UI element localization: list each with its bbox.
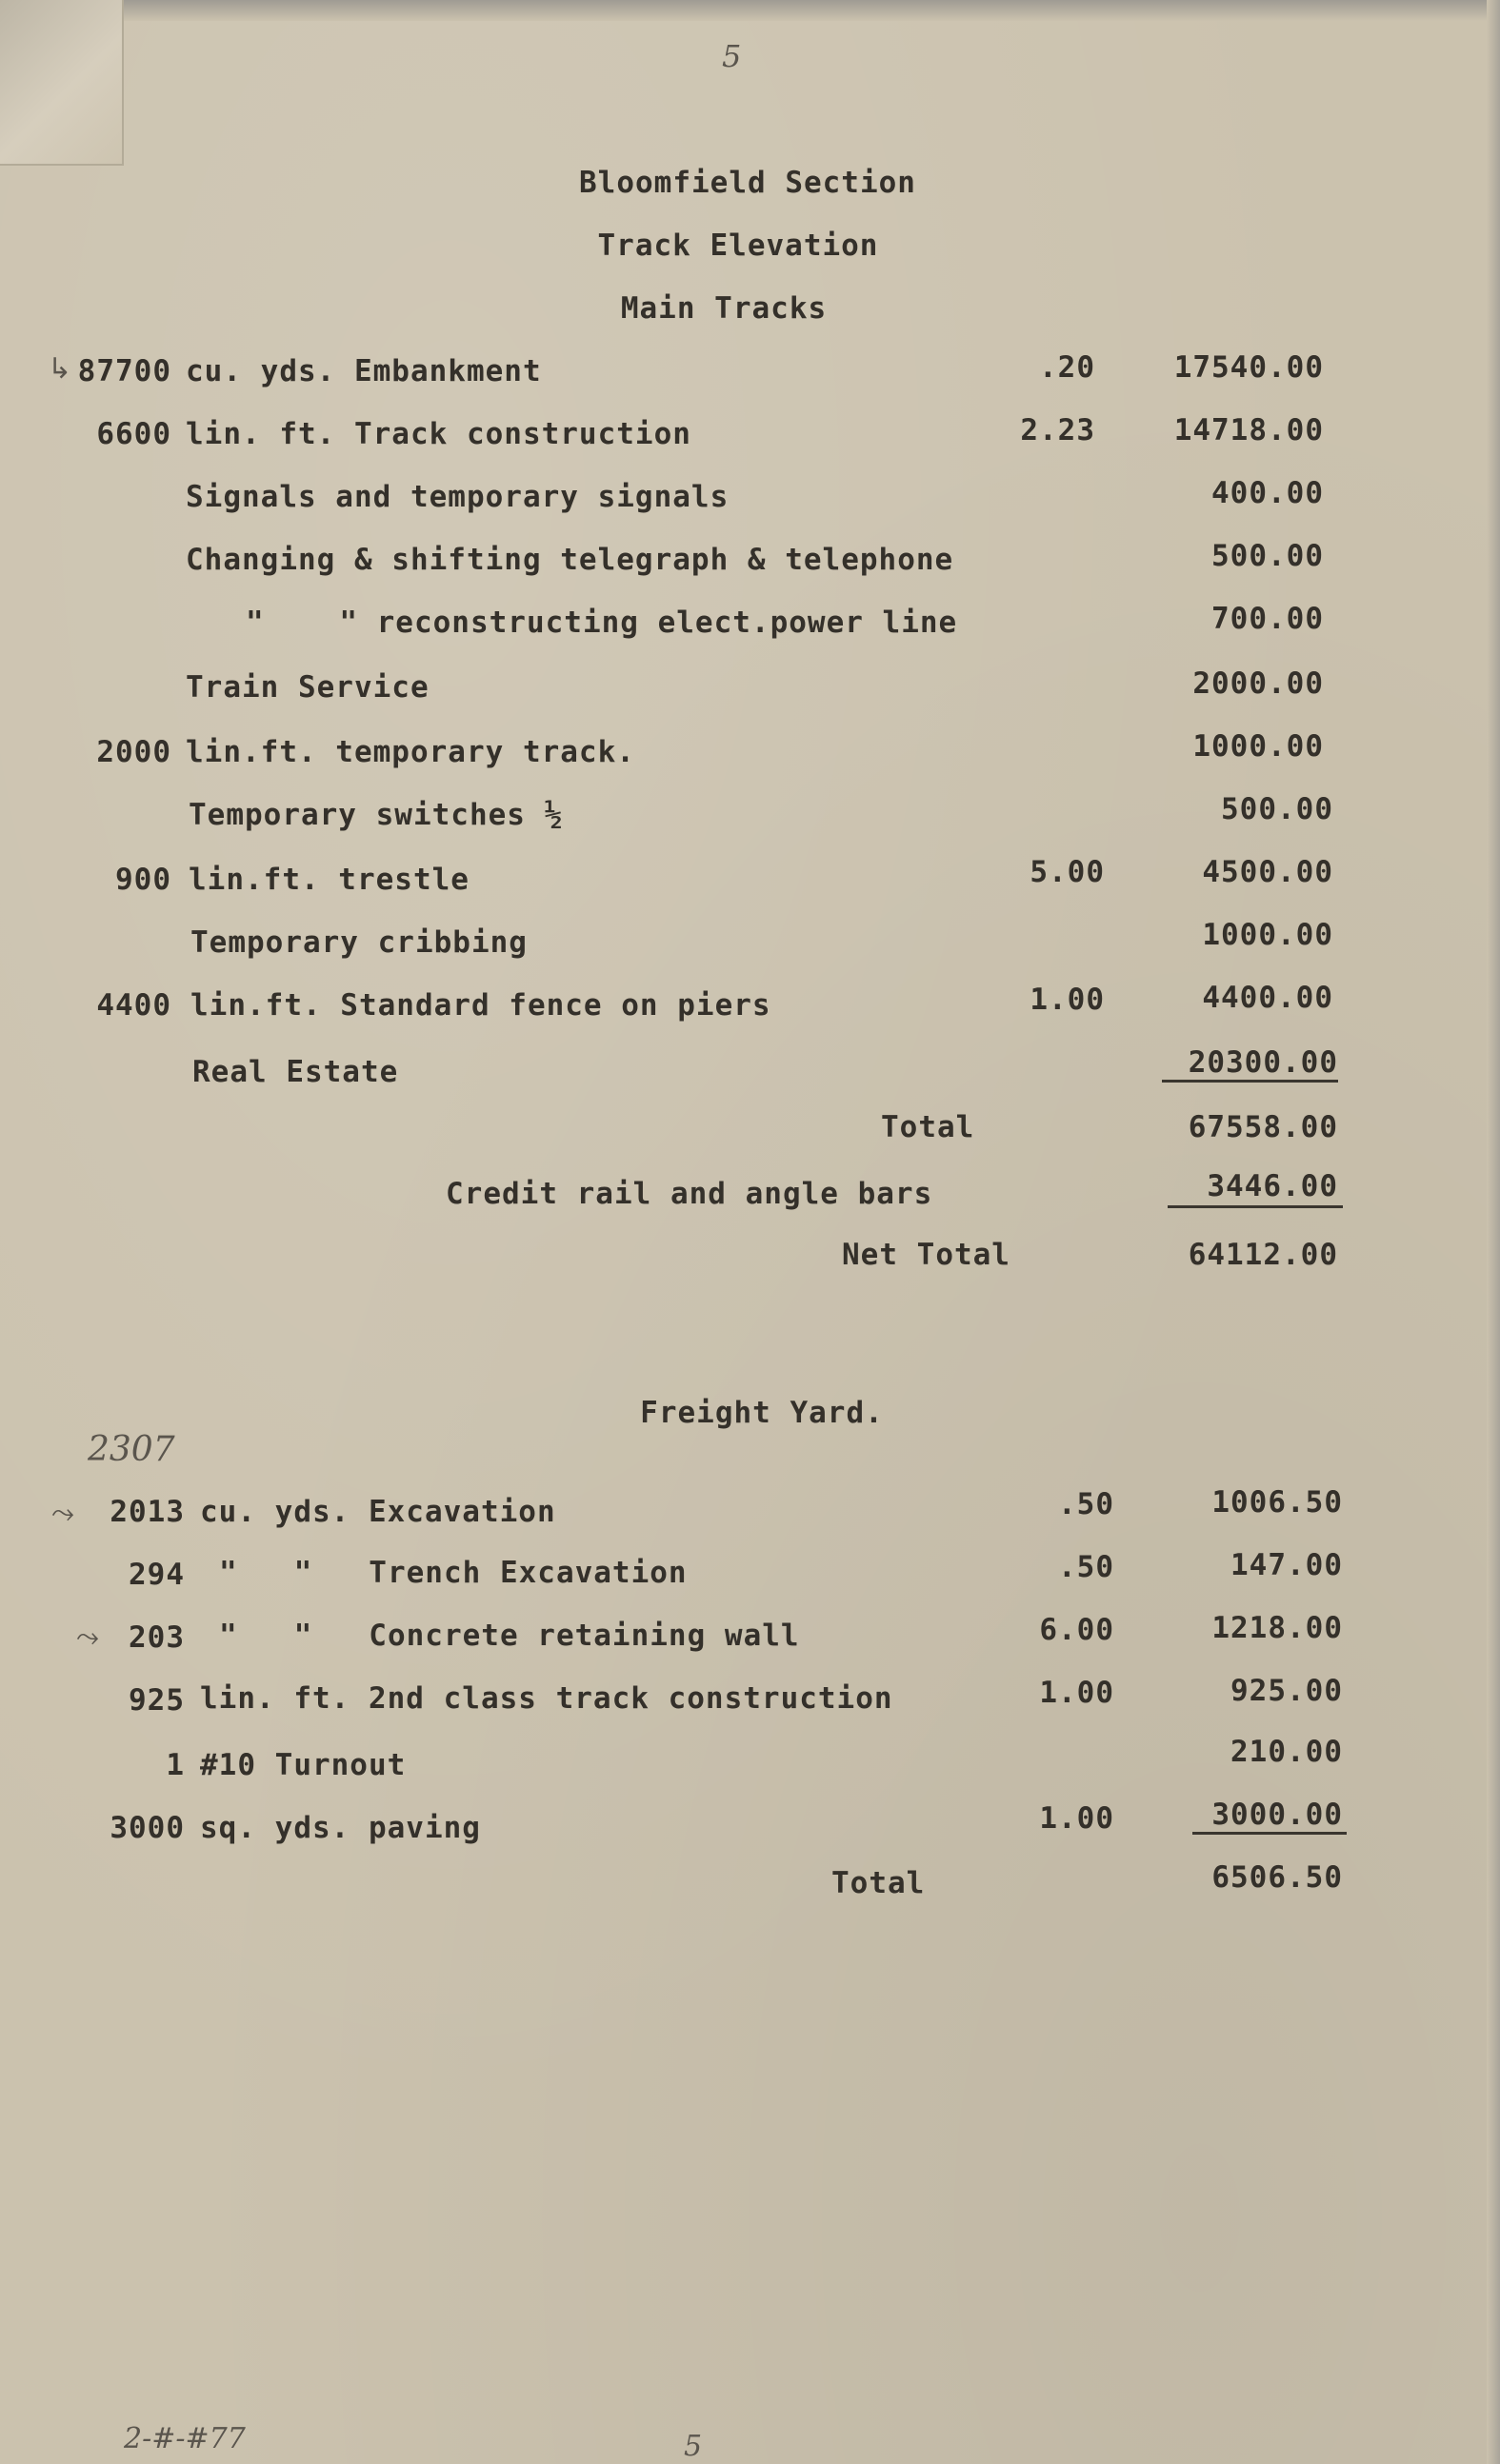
row-rate: 2.23: [1020, 413, 1095, 447]
row-rate: .50: [1058, 1550, 1114, 1584]
row-desc: " " reconstructing elect.power line: [246, 606, 958, 640]
net-total-label: Net Total: [842, 1238, 1010, 1272]
row-desc: lin.ft. trestle: [189, 863, 470, 897]
freight-total-label: Total: [831, 1866, 926, 1900]
page-top-edge: [0, 0, 1500, 21]
row-qty: 1: [166, 1748, 185, 1782]
row-amount: 210.00: [1230, 1735, 1343, 1769]
row-amount: 3000.00: [1211, 1798, 1343, 1832]
row-desc: lin. ft. Track construction: [186, 417, 691, 451]
row-amount: 700.00: [1211, 602, 1324, 636]
row-amount: 4400.00: [1202, 981, 1333, 1015]
row-desc: cu. yds. Embankment: [186, 354, 542, 388]
tick-mark-icon: ↳: [48, 352, 72, 386]
row-qty: 925: [129, 1683, 185, 1718]
row-rate: 5.00: [1030, 855, 1105, 889]
heading-project: Track Elevation: [597, 229, 879, 263]
row-amount: 1000.00: [1192, 729, 1324, 764]
row-amount: 147.00: [1230, 1548, 1343, 1582]
row-rate: 1.00: [1039, 1801, 1114, 1836]
row-desc: Real Estate: [192, 1055, 399, 1089]
row-qty: 2000: [96, 735, 171, 769]
tick-mark-icon: ⤳: [76, 1620, 99, 1654]
row-desc: " " Trench Excavation: [219, 1556, 688, 1590]
row-desc: lin.ft. temporary track.: [186, 735, 635, 769]
tick-mark-icon: ⤳: [51, 1497, 74, 1530]
row-amount: 17540.00: [1173, 350, 1324, 385]
row-qty: 87700: [77, 354, 171, 388]
row-amount: 1218.00: [1211, 1611, 1343, 1645]
folded-corner: [0, 0, 124, 166]
row-amount: 14718.00: [1173, 413, 1324, 447]
row-desc: Signals and temporary signals: [186, 480, 730, 514]
row-amount: 4500.00: [1202, 855, 1333, 889]
row-desc: Train Service: [186, 670, 430, 705]
freight-total-amount: 6506.50: [1211, 1860, 1343, 1895]
row-amount: 925.00: [1230, 1674, 1343, 1708]
row-rate: .20: [1039, 350, 1095, 385]
row-desc: lin. ft. 2nd class track construction: [200, 1681, 893, 1716]
page-number-top: 5: [722, 38, 742, 74]
row-qty: 900: [115, 863, 171, 897]
row-desc: Temporary switches ½: [189, 798, 564, 832]
net-total-amount: 64112.00: [1188, 1238, 1338, 1272]
row-amount: 500.00: [1211, 539, 1324, 573]
row-qty: 203: [129, 1620, 185, 1655]
heading-freight-yard: Freight Yard.: [640, 1396, 884, 1430]
row-amount: 500.00: [1221, 792, 1333, 826]
row-desc: sq. yds. paving: [200, 1811, 481, 1845]
handwritten-margin-note: 2307: [88, 1430, 175, 1469]
row-amount: 1000.00: [1202, 918, 1333, 952]
row-qty: 4400: [96, 988, 171, 1023]
page-number-bottom: 5: [684, 2430, 703, 2463]
underline-rule: [1168, 1205, 1343, 1208]
row-qty: 3000: [110, 1811, 185, 1845]
row-amount: 400.00: [1211, 476, 1324, 510]
heading-main-tracks: Main Tracks: [620, 291, 828, 326]
row-desc: lin.ft. Standard fence on piers: [190, 988, 771, 1023]
total-amount: 67558.00: [1188, 1110, 1338, 1144]
credit-amount: 3446.00: [1207, 1169, 1338, 1203]
row-amount: 20300.00: [1188, 1045, 1338, 1080]
row-rate: 6.00: [1039, 1613, 1114, 1647]
row-rate: 1.00: [1039, 1676, 1114, 1710]
row-desc: " " Concrete retaining wall: [219, 1619, 800, 1653]
row-rate: 1.00: [1030, 983, 1105, 1017]
page-right-edge: [1487, 0, 1500, 2464]
total-label: Total: [881, 1110, 975, 1144]
row-amount: 2000.00: [1192, 666, 1324, 701]
row-desc: Temporary cribbing: [190, 925, 528, 960]
row-amount: 1006.50: [1211, 1485, 1343, 1520]
row-desc: Changing & shifting telegraph & telephone: [186, 543, 954, 577]
row-desc: #10 Turnout: [200, 1748, 407, 1782]
row-qty: 6600: [96, 417, 171, 451]
row-qty: 294: [129, 1558, 185, 1592]
heading-section: Bloomfield Section: [579, 166, 916, 200]
credit-label: Credit rail and angle bars: [446, 1177, 933, 1211]
underline-rule: [1162, 1080, 1338, 1083]
row-qty: 2013: [110, 1495, 185, 1529]
handwritten-bottom-note: 2-#-#77: [124, 2422, 246, 2455]
underline-rule: [1192, 1832, 1347, 1835]
row-rate: .50: [1058, 1487, 1114, 1521]
row-desc: cu. yds. Excavation: [200, 1495, 556, 1529]
